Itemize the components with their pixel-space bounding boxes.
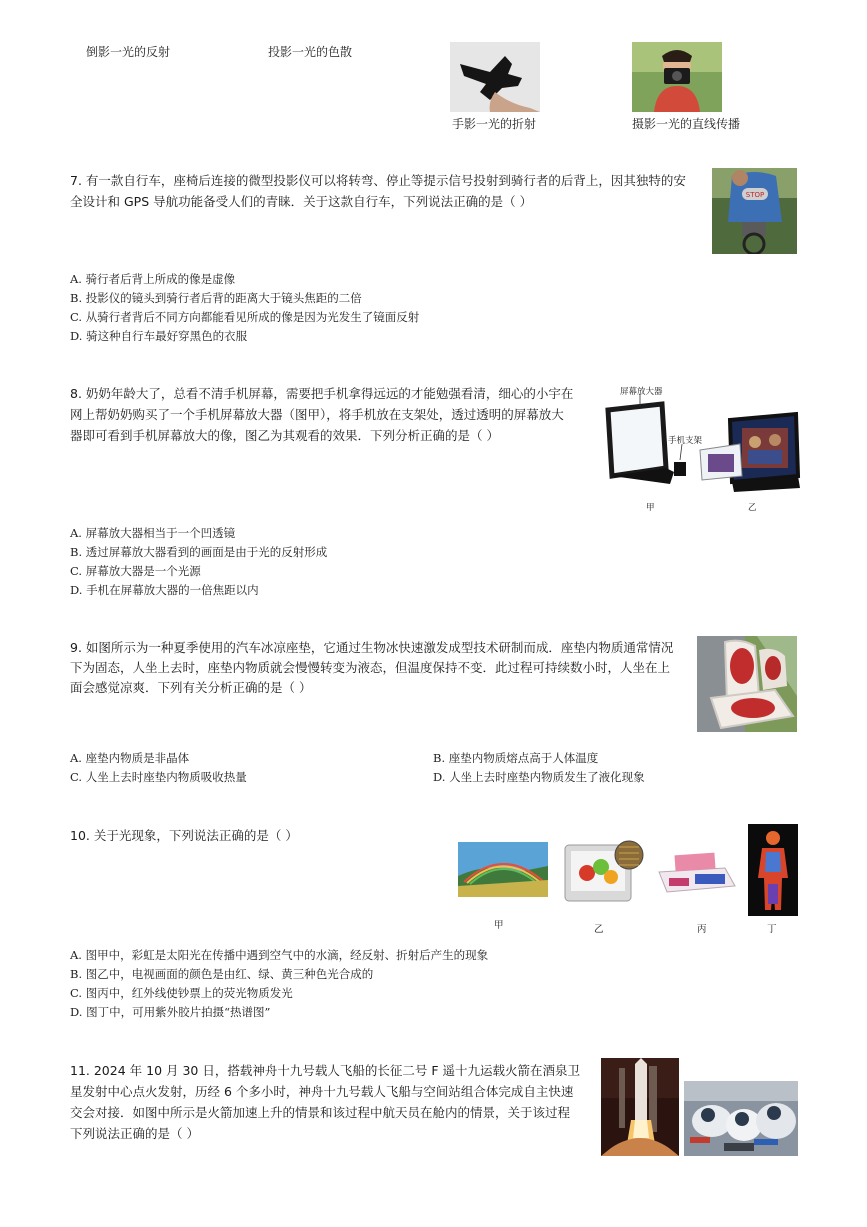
q10-option-b[interactable]: B. 图乙中，电视画面的颜色是由红、绿、黄三种色光合成的 (70, 967, 374, 981)
q8-stem-line2: 网上帮奶奶购买了一个手机屏幕放大器（图甲），将手机放在支架处，透过透明的屏幕放大 (70, 407, 564, 422)
label-phone-stand: 手机支架 (668, 436, 703, 446)
q8-stem-line3: 器即可看到手机屏幕放大的像，图乙为其观看的效果．下列分析正确的是（ ） (70, 428, 499, 443)
label-fig-yi: 乙 (748, 503, 757, 513)
caption-photography: 摄影一光的直线传播 (632, 117, 741, 131)
q9-stem-line1: 9. 如图所示为一种夏季使用的汽车冰凉座垫，它通过生物冰快速激发成型技术研制而成．座垫内物质通常情况 (70, 640, 674, 655)
q7-option-a[interactable]: A. 骑行者后背上所成的像是虚像 (70, 272, 236, 286)
money-detector-image (655, 850, 740, 898)
q7-stem-line2: 全设计和 GPS 导航功能备受人们的青睐．关于这款自行车，下列说法正确的是（ ） (70, 194, 533, 209)
rainbow-image (458, 842, 548, 897)
cool-seat-cushion-image (697, 636, 797, 732)
hand-shadow-image (450, 42, 540, 112)
screen-magnifier-figure (600, 380, 805, 515)
caption-hand-shadow: 手影一光的折射 (452, 117, 537, 131)
q7-option-c[interactable]: C. 从骑行者背后不同方向都能看见所成的像是因为光发生了镜面反射 (70, 310, 420, 324)
bicycle-projector-image (712, 168, 797, 254)
stop-sign-text: STOP (745, 191, 765, 199)
q7-option-d[interactable]: D. 骑这种自行车最好穿黑色的衣服 (70, 329, 248, 343)
rocket-launch-image (601, 1058, 679, 1156)
tv-color-image (563, 837, 645, 907)
photographer-image (632, 42, 722, 112)
label-fig-10-ding: 丁 (767, 924, 777, 935)
q9-option-d[interactable]: D. 人坐上去时座垫内物质发生了液化现象 (433, 770, 645, 784)
caption-projection: 投影一光的色散 (268, 45, 353, 59)
q8-option-d[interactable]: D. 手机在屏幕放大器的一倍焦距以内 (70, 583, 259, 597)
q9-option-b[interactable]: B. 座垫内物质熔点高于人体温度 (433, 751, 599, 765)
q7-option-b[interactable]: B. 投影仪的镜头到骑行者后背的距离大于镜头焦距的二倍 (70, 291, 362, 305)
q10-option-c[interactable]: C. 图丙中，红外线使钞票上的荧光物质发光 (70, 986, 293, 1000)
label-fig-10-jia: 甲 (494, 920, 504, 931)
q11-stem-line3: 交会对接．如图中所示是火箭加速上升的情景和该过程中航天员在舱内的情景，关于该过程 (70, 1105, 571, 1120)
label-fig-jia: 甲 (646, 503, 655, 513)
thermal-image (748, 824, 798, 916)
label-fig-10-yi: 乙 (594, 924, 604, 935)
q9-option-a[interactable]: A. 座垫内物质是非晶体 (70, 751, 190, 765)
q9-stem-line3: 面会感觉凉爽．下列有关分析正确的是（ ） (70, 680, 312, 695)
label-screen-magnifier: 屏幕放大器 (620, 387, 663, 397)
q9-stem-line2: 下为固态，人坐上去时，座垫内物质就会慢慢转变为液态，但温度保持不变．此过程可持续数小时，人坐在上 (70, 660, 671, 675)
q11-stem-line2: 星发射中心点火发射，历经 6 个多小时，神舟十九号载人飞船与空间站组合体完成自主快速 (70, 1084, 574, 1099)
q10-option-a[interactable]: A. 图甲中，彩虹是太阳光在传播中遇到空气中的水滴，经反射、折射后产生的现象 (70, 948, 489, 962)
q8-option-c[interactable]: C. 屏幕放大器是一个光源 (70, 564, 201, 578)
astronauts-cabin-image (684, 1081, 798, 1156)
q10-stem: 10. 关于光现象，下列说法正确的是（ ） (70, 828, 298, 843)
label-fig-10-bing: 丙 (697, 924, 707, 935)
q10-option-d[interactable]: D. 图丁中，可用紫外胶片拍摄“热谱图” (70, 1005, 271, 1019)
q8-stem-line1: 8. 奶奶年龄大了，总看不清手机屏幕，需要把手机拿得远远的才能勉强看清，细心的小宇在 (70, 386, 574, 401)
q8-option-a[interactable]: A. 屏幕放大器相当于一个凹透镜 (70, 526, 236, 540)
caption-reflection: 倒影一光的反射 (86, 45, 171, 59)
q7-stem-line1: 7. 有一款自行车，座椅后连接的微型投影仪可以将转弯、停止等提示信号投射到骑行者的后背上，因其独特的安 (70, 173, 686, 188)
q11-stem-line1: 11. 2024 年 10 月 30 日，搭载神舟十九号载人飞船的长征二号 F 遥十九运载火箭在酒泉卫 (70, 1063, 580, 1078)
q11-stem-line4: 下列说法正确的是（ ） (70, 1126, 199, 1141)
q9-option-c[interactable]: C. 人坐上去时座垫内物质吸收热量 (70, 770, 247, 784)
q8-option-b[interactable]: B. 透过屏幕放大器看到的画面是由于光的反射形成 (70, 545, 328, 559)
